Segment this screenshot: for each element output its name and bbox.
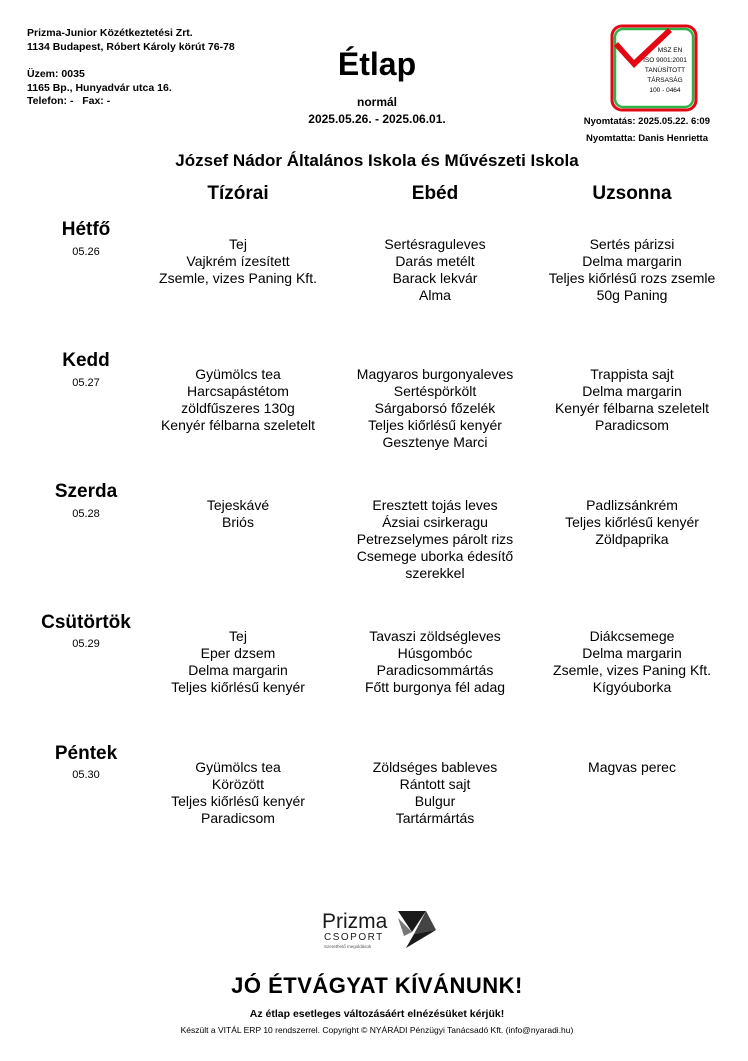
printed-by: Nyomtatta: Danis Henrietta — [586, 133, 708, 144]
meal-cell-tizorai — [128, 366, 348, 434]
unit-address: 1165 Bp., Hunyadvár utca 16. — [27, 81, 172, 94]
meal-item: Főtt burgonya fél adag — [364, 679, 506, 695]
meal-item: Tej — [229, 236, 247, 252]
meal-cell-tizorai — [128, 236, 348, 287]
meal-item: Sertéspörkölt — [393, 383, 477, 399]
footer-greeting: JÓ ÉTVÁGYAT KÍVÁNUNK! — [231, 973, 523, 998]
meal-item: Vajkrém ízesített — [186, 253, 290, 269]
footer-credits: Készült a VITÁL ERP 10 rendszerrel. Copyright © NYÁRÁDI Pénzügyi Tanácsadó Kft. (info@nyaradi.hu) — [180, 1025, 574, 1035]
meal-item: Körözött — [211, 776, 265, 792]
meal-cell-tizorai — [128, 759, 348, 827]
meal-item: Delma margarin — [188, 662, 288, 678]
print-timestamp: Nyomtatás: 2025.05.22. 6:09 — [583, 116, 710, 127]
meal-item: Sárgaborsó főzelék — [374, 400, 496, 416]
column-header-ebed: Ebéd — [411, 183, 459, 204]
meal-cell-uzsonna — [522, 497, 742, 548]
column-header-tizorai: Tízórai — [207, 183, 269, 204]
menu-variant: normál — [356, 95, 397, 109]
meal-item: Briós — [222, 514, 254, 530]
day-date: 05.26 — [72, 246, 100, 258]
meal-item: Teljes kiőrlésű kenyér — [171, 793, 305, 809]
meal-item: Gyümölcs tea — [195, 759, 281, 775]
meal-cell-ebed — [325, 628, 545, 696]
meal-item: Bulgur — [414, 793, 456, 809]
meal-item: Eresztett tojás leves — [372, 497, 498, 513]
meal-item: Zöldpaprika — [595, 531, 669, 547]
cert-line-2: ISO 9001:2001 — [643, 57, 687, 64]
day-name: Péntek — [54, 743, 118, 764]
logo-word: Prizma — [322, 910, 388, 933]
meal-item: Delma margarin — [582, 383, 682, 399]
company-address: 1134 Budapest, Róbert Károly körút 76-78 — [27, 40, 235, 53]
day-date: 05.29 — [72, 638, 100, 650]
meal-item: Alma — [419, 287, 451, 303]
meal-item: Trappista sajt — [590, 366, 674, 382]
day-date: 05.28 — [72, 508, 100, 520]
school-name: József Nádor Általános Iskola és Művészeti Iskola — [175, 151, 579, 170]
footer-apology: Az étlap esetleges változásáért elnézésüket kérjük! — [249, 1008, 505, 1020]
cert-line-5: 100 - 0464 — [649, 87, 681, 94]
day-date: 05.27 — [72, 377, 100, 389]
cert-line-4: TÁRSASÁG — [647, 77, 683, 84]
meal-item: Paradicsom — [595, 417, 669, 433]
meal-item: Eper dzsem — [200, 645, 276, 661]
meal-cell-ebed — [325, 366, 545, 451]
unit-label: Üzem: 0035 — [27, 68, 85, 80]
meal-cell-ebed — [325, 236, 545, 304]
meal-item: Barack lekvár — [392, 270, 478, 286]
meal-item: Zsemle, vizes Paning Kft. — [159, 270, 317, 286]
meal-item: Zöldséges bableves — [372, 759, 498, 775]
meal-item: Darás metélt — [395, 253, 475, 269]
meal-cell-uzsonna — [522, 759, 742, 776]
meal-item: szerekkel — [405, 565, 465, 581]
meal-item: Teljes kiőrlésű rozs zsemle — [548, 270, 716, 286]
meal-item: 50g Paning — [596, 287, 668, 303]
meal-cell-ebed — [325, 497, 545, 582]
day-date: 05.30 — [72, 769, 100, 781]
meal-item: Tej — [229, 628, 247, 644]
logo-sub: CSOPORT — [324, 932, 384, 943]
meal-item: Húsgombóc — [397, 645, 473, 661]
meal-item: zöldfűszeres 130g — [181, 400, 295, 416]
meal-item: Paradicsom — [201, 810, 275, 826]
meal-item: Zsemle, vizes Paning Kft. — [553, 662, 711, 678]
meal-item: Tejeskávé — [206, 497, 270, 513]
meal-cell-tizorai — [128, 628, 348, 696]
day-name: Csütörtök — [41, 612, 131, 633]
meal-item: Paradicsommártás — [376, 662, 494, 678]
cert-line-3: TANÚSÍTOTT — [644, 67, 686, 74]
meal-item: Teljes kiőrlésű kenyér — [368, 417, 502, 433]
meal-item: Teljes kiőrlésű kenyér — [565, 514, 699, 530]
meal-item: Delma margarin — [582, 645, 682, 661]
meal-item: Diákcsemege — [589, 628, 675, 644]
meal-item: Tartármártás — [395, 810, 475, 826]
meal-item: Kenyér félbarna szeletelt — [160, 417, 316, 433]
meal-cell-uzsonna — [522, 628, 742, 696]
meal-item: Sertésraguleves — [384, 236, 486, 252]
meal-item: Rántott sajt — [399, 776, 471, 792]
company-name: Prizma-Junior Közétkeztetési Zrt. — [27, 27, 193, 39]
column-header-uzsonna: Uzsonna — [592, 183, 672, 204]
unit-phone-fax: Telefon: - Fax: - — [27, 95, 111, 107]
meal-item: Magvas perec — [588, 759, 676, 775]
prizma-csoport-logo — [318, 906, 438, 952]
meal-item: Tavaszi zöldségleves — [369, 628, 501, 644]
meal-item: Gyümölcs tea — [195, 366, 281, 382]
meal-item: Harcsapástétom — [187, 383, 289, 399]
meal-item: Delma margarin — [582, 253, 682, 269]
date-range: 2025.05.26. - 2025.06.01. — [308, 112, 446, 126]
meal-item: Kenyér félbarna szeletelt — [554, 400, 710, 416]
meal-cell-ebed — [325, 759, 545, 827]
meal-item: Ázsiai csirkeragu — [382, 514, 488, 530]
meal-item: Padlizsánkrém — [586, 497, 678, 513]
meal-item: Sertés párizsi — [589, 236, 675, 252]
day-name: Hétfő — [61, 219, 111, 240]
logo-tagline: Szerethető megoldások — [324, 944, 372, 949]
meal-item: Teljes kiőrlésű kenyér — [171, 679, 305, 695]
meal-cell-tizorai — [128, 497, 348, 531]
meal-item: Csemege uborka édesítő — [356, 548, 514, 564]
meal-cell-uzsonna — [522, 366, 742, 434]
day-name: Kedd — [62, 350, 110, 371]
page-title: Étlap — [337, 46, 417, 82]
cert-line-1: MSZ EN — [657, 47, 683, 54]
day-name: Szerda — [54, 481, 118, 502]
meal-cell-uzsonna — [522, 236, 742, 304]
meal-item: Gesztenye Marci — [382, 434, 488, 450]
iso-certification-logo — [608, 24, 700, 112]
meal-item: Petrezselymes párolt rizs — [356, 531, 514, 547]
meal-item: Kígyóuborka — [592, 679, 672, 695]
meal-item: Magyaros burgonyaleves — [356, 366, 514, 382]
prism-icon — [398, 911, 436, 948]
